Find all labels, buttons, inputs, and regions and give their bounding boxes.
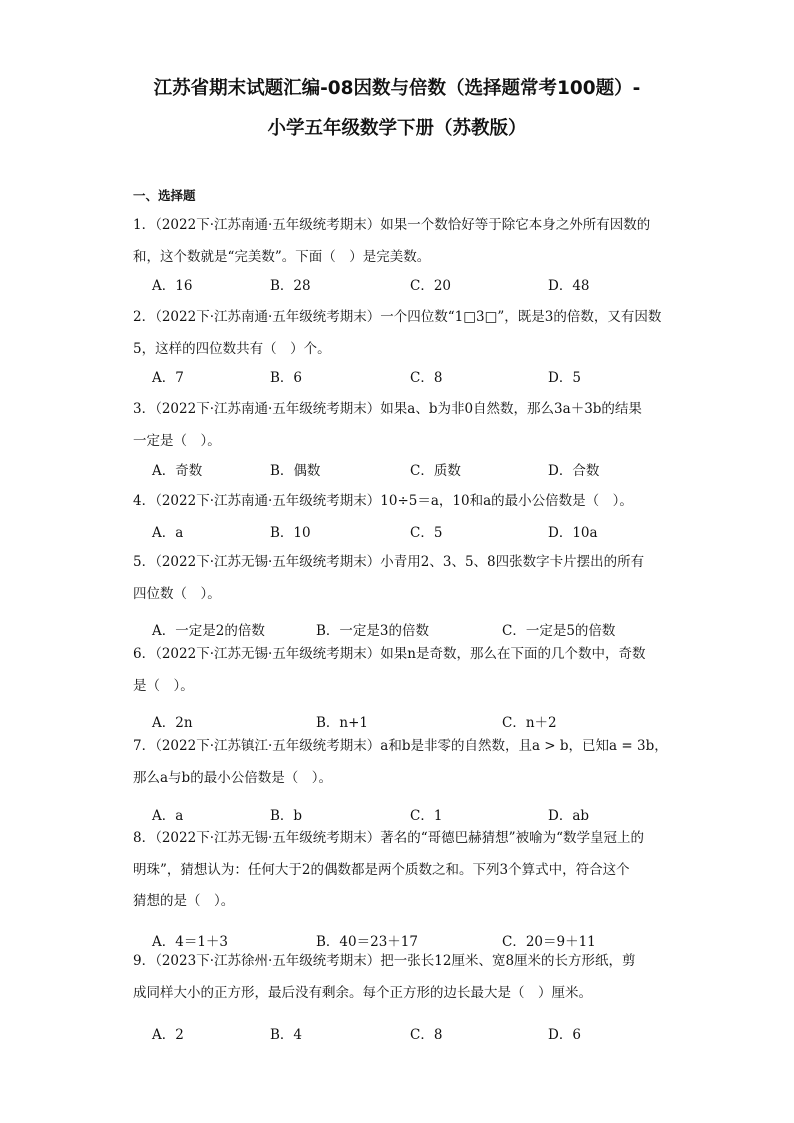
question-text-line: 1．（2022下·江苏南通·五年级统考期末）如果一个数恰好等于除它本身之外所有因数的 — [133, 217, 651, 233]
answer-option-b[interactable]: B．4 — [270, 1027, 303, 1043]
answer-option-b[interactable]: B．一定是3的倍数 — [316, 623, 430, 639]
answer-option-a[interactable]: A．2n — [152, 715, 193, 731]
document-title-line-1: 江苏省期末试题汇编-08因数与倍数（选择题常考100题）- — [153, 78, 641, 99]
answer-option-b[interactable]: B．10 — [270, 525, 311, 541]
answer-option-d[interactable]: D．6 — [548, 1027, 581, 1043]
answer-option-b[interactable]: B．6 — [270, 370, 303, 386]
question-9-stem — [133, 946, 665, 1009]
question-7-stem — [133, 731, 668, 794]
question-text-line: 是（ ）。 — [133, 677, 194, 694]
question-text-line: 8．（2022下·江苏无锡·五年级统考期末）著名的“哥德巴赫猜想”被喻为“数学皇冠上的 — [133, 830, 644, 846]
question-text-line: 四位数（ ）。 — [133, 585, 221, 602]
answer-option-b[interactable]: B．偶数 — [270, 463, 321, 479]
answer-option-b[interactable]: B．40＝23＋17 — [316, 934, 418, 950]
answer-option-c[interactable]: C．20 — [410, 278, 452, 294]
answer-option-a[interactable]: A．a — [152, 525, 184, 541]
answer-option-d[interactable]: D．ab — [548, 808, 590, 824]
answer-option-c[interactable]: C．8 — [410, 370, 443, 386]
answer-option-c[interactable]: C．n＋2 — [502, 715, 557, 731]
question-text-line: 那么a与b的最小公倍数是（ ）。 — [133, 769, 332, 786]
answer-option-b[interactable]: B．n+1 — [316, 715, 369, 731]
question-8-stem — [133, 823, 665, 918]
answer-option-d[interactable]: D．合数 — [548, 463, 600, 479]
question-text-line: 7．（2022下·江苏镇江·五年级统考期末）a和b是非零的自然数，且a > b，已知a = 3b， — [133, 738, 668, 754]
question-4-options — [152, 521, 672, 545]
question-text-line: 3．（2022下·江苏南通·五年级统考期末）如果a、b为非0自然数，那么3a＋3b的结果 — [133, 401, 642, 417]
question-1-stem — [133, 210, 665, 273]
question-text-line: 4．（2022下·江苏南通·五年级统考期末）10÷5＝a，10和a的最小公倍数是（ ）。 — [133, 493, 633, 509]
question-4-stem — [133, 486, 665, 518]
question-text-line: 明珠”，猜想认为：任何大于2的偶数都是两个质数之和。下列3个算式中，符合这个 — [133, 861, 630, 878]
question-2-stem — [133, 302, 665, 365]
answer-option-a[interactable]: A．7 — [152, 370, 184, 386]
answer-option-c[interactable]: C．质数 — [410, 463, 461, 479]
answer-option-d[interactable]: D．10a — [548, 525, 598, 541]
question-text-line: 5．（2022下·江苏无锡·五年级统考期末）小青用2、3、5、8四张数字卡片摆出的所有 — [133, 554, 645, 570]
answer-option-c[interactable]: C．5 — [410, 525, 443, 541]
answer-option-c[interactable]: C．1 — [410, 808, 443, 824]
answer-option-a[interactable]: A．一定是2的倍数 — [152, 623, 265, 639]
question-6-stem — [133, 639, 665, 702]
document-title-line-2: 小学五年级数学下册（苏教版） — [267, 118, 527, 139]
question-text-line: 成同样大小的正方形，最后没有剩余。每个正方形的边长最大是（ ）厘米。 — [133, 984, 592, 1001]
answer-option-a[interactable]: A．奇数 — [152, 463, 203, 479]
answer-option-d[interactable]: D．5 — [548, 370, 581, 386]
answer-option-d[interactable]: D．48 — [548, 278, 590, 294]
question-text-line: 一定是（ ）。 — [133, 432, 221, 449]
question-text-line: 2．（2022下·江苏南通·五年级统考期末）一个四位数“1□3□”，既是3的倍数，又有因数 — [133, 309, 662, 325]
answer-option-a[interactable]: A．16 — [152, 278, 193, 294]
question-3-options — [152, 459, 672, 483]
answer-option-b[interactable]: B．b — [270, 808, 303, 824]
answer-option-a[interactable]: A．4＝1＋3 — [152, 934, 229, 950]
question-text-line: 9．（2023下·江苏徐州·五年级统考期末）把一张长12厘米、宽8厘米的长方形纸，剪 — [133, 953, 636, 969]
answer-option-c[interactable]: C．8 — [410, 1027, 443, 1043]
question-text-line: 6．（2022下·江苏无锡·五年级统考期末）如果n是奇数，那么在下面的几个数中，奇数 — [133, 646, 646, 662]
answer-option-b[interactable]: B．28 — [270, 278, 311, 294]
answer-option-a[interactable]: A．2 — [152, 1027, 184, 1043]
question-text-line: 猜想的是（ ）。 — [133, 893, 235, 909]
question-2-options — [152, 366, 672, 390]
section-heading: 一、选择题 — [133, 188, 196, 203]
question-5-stem — [133, 547, 665, 610]
question-9-options — [152, 1023, 672, 1047]
question-text-line: 和，这个数就是“完美数”。下面（ ）是完美数。 — [133, 248, 431, 265]
answer-option-a[interactable]: A．a — [152, 808, 184, 824]
question-1-options — [152, 274, 672, 298]
answer-option-c[interactable]: C．一定是5的倍数 — [502, 623, 616, 639]
answer-option-c[interactable]: C．20＝9＋11 — [502, 934, 596, 950]
question-text-line: 5，这样的四位数共有（ ）个。 — [133, 340, 331, 357]
question-3-stem — [133, 394, 665, 457]
